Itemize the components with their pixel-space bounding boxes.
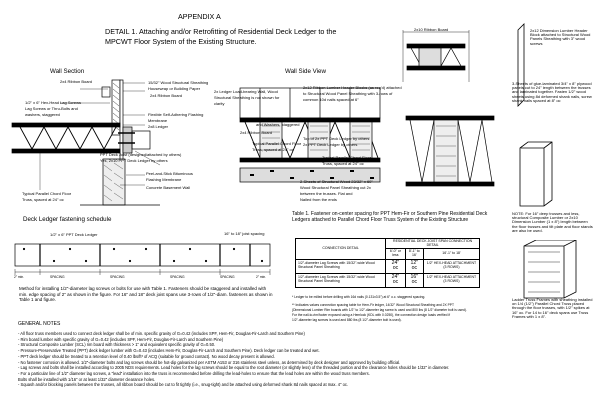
table-row1-val1: 24" oc (386, 259, 405, 273)
wall-section-drawing (0, 75, 240, 225)
table-span-col-2: 8'-1" to 16' (405, 249, 423, 259)
table-row (296, 273, 480, 287)
wsv-label-3: clarity (214, 101, 225, 106)
ws-label-7: washers, staggered (25, 112, 60, 117)
ws-label-3: Housewrap or Building Paper (148, 86, 201, 91)
general-note-item: Bolts shall be installed with 1/16" or at least 1/32" diameter clearance holes. (18, 376, 156, 382)
connection-table (295, 238, 480, 288)
general-note-item: - Lag screws and bolts shall be installed according to 2005 NDS requirements. Lead holes for the lag screws should be equal to the root diameter (or slightly less) of the threaded portion and the clearance holes should be 1/32" in diameter. (18, 365, 450, 371)
ws-label-17: Truss, spaced at 24" oc (22, 197, 64, 202)
ws-label-15: Concrete Basement Wall (146, 185, 191, 190)
table-row2-detail: 1/2"-diameter Lag Screws with 15/32"-wide Wood Structural Panel Sheathing (296, 273, 386, 287)
detail-title-line1: DETAIL 1. Attaching and/or Retrofitting of Residential Deck Ledger to the (105, 27, 337, 36)
fs-top-label-1: 1/2" x 6" PPT Deck Ledger (50, 232, 98, 237)
fs-spacing-3: SPACING (110, 275, 125, 279)
wsv-label-16: 2-Sheets of Structural Wood 23/32" x 60" (300, 179, 373, 184)
table-row1-detail: 1/2"-diameter Lag Screws with 15/32"-wide Wood Structural Panel Sheathing (296, 259, 386, 273)
table1-footnote-5: 1/2"-diameter lag screws is used and 880 lbs (8 1/2"-diameter bolt is used). (292, 318, 402, 322)
ladder-frame-drawing (520, 240, 580, 302)
wsv-label-4: 2x12 Ribbon Lumber Header Blocks (as req'd) attached (303, 85, 402, 90)
fastening-schedule-heading: Deck Ledger fastening schedule (23, 216, 112, 223)
ws-label-2: 15/32" Wood Structural Sheathing (148, 80, 209, 85)
general-notes-heading: GENERAL NOTES (18, 321, 61, 327)
wsv-label-19: Nailed from the ends (300, 197, 337, 202)
detail-title-line2: MPCWT Floor System of the Existing Structure. (105, 37, 257, 46)
wsv-label-6: common 10d nails spaced at 6" (303, 97, 359, 102)
table-row1-val2: 12" oc (405, 259, 423, 273)
plywood-block-drawing (392, 96, 512, 216)
table-span-col-1: 6'-0" or less (386, 249, 405, 259)
composite-lumber-drawing (518, 140, 558, 210)
wsv-label-2: Structural Sheathing is not shown for (214, 95, 280, 100)
wsv-label-10: Typical Parallel Chord Floor (252, 141, 302, 146)
ws-label-12: Yes, 2x10 PPT Deck Ledger by others (100, 158, 168, 163)
wsv-label-1: 2x Ledger Load-bearing Wall, Wood (214, 89, 278, 94)
table-row2-val2: 16" oc (405, 273, 423, 287)
fs-method-note: Method for installing 1/2"-diameter lag screws or bolts for use with Table 1. Fasteners should be staggered and installed with min. edge spacing of 2" as shown in the figure. For 16" and 18" deck joist spans use 3-rows of 1/2"-diam. fasteners as shown in Table 1 and figure. (19, 286, 273, 303)
ws-label-4: 1/2" x 6" Hex-Head Lag Screws (25, 100, 81, 105)
wsv-label-13: 2x PPT Deck Ledger by others (303, 142, 358, 147)
rc-label-4: NOTE: For 16" deep trusses and less, structural Composite Lumber or 2x10 Dimension Lumber (1 x 8") length between the floor trusses and tilt plate and floor stands are also be used. (512, 211, 593, 233)
ws-label-16: Typical Parallel Chord Floor (22, 191, 72, 196)
appendix-title: APPENDIX A (178, 12, 221, 21)
wall-section-heading: Wall Section (50, 68, 85, 75)
rc-label-5: Ladder Truss Frames with sheathing installed on 1/4 (1/2") Parallel Chord Truss placed through the floor trusses, with 1/2" spikes at 16" oc. For 14 to 16" deck spans use Truss Frames with 1 x 8". (512, 297, 593, 319)
general-note-item: - All floor truss members used to connect deck ledger shall be of min. specific gravity of G=0.42 (includes SPF, Hem-Fir, Douglas-Fir-Larch and Southern Pine) (18, 331, 305, 336)
table-header-row (296, 239, 480, 249)
ws-label-8: Flexible Self-Adhering Flashing (148, 112, 204, 117)
table1-footnote-1: * Ledger to be milled before drilling with 16d nails (0.131x3.5") at 6" o.c. staggered spacing. (292, 295, 426, 299)
wsv-label-7: 1/2" x 6" Hex-Head Lag Screws or Thru-Bolts (256, 116, 337, 121)
fs-spacing-1: 2" min. (14, 275, 25, 279)
table1-footnote-4: For the nail-to-rim/footer exposed using a Hemlock (KDL with 0.0250), the connection design loads verified if (292, 313, 451, 317)
fs-spacing-4: SPACING (170, 275, 185, 279)
ledger-fastening-drawing (10, 238, 275, 280)
table-header-detail: CONNECTION DETAIL (296, 239, 386, 260)
general-note-item: - PPT deck ledger should be treated to a retention level of 0.40 lbs/ft³ of ACQ (suitable for ground contact). No wood decay present is allowed. (18, 353, 275, 359)
table-span-col-3: 16'-1" to 18' (423, 249, 479, 259)
ws-label-10: 2x8 Ledger (148, 124, 169, 129)
ws-label-9: Membrane (148, 118, 168, 123)
fs-spacing-6: 2" min. (256, 275, 267, 279)
ws-label-13: Peel-and-Stick Bituminous (146, 171, 193, 176)
fs-spacing-2: SPACING (50, 275, 65, 279)
general-note-item: - Squash and/or blocking panels between the trusses, all ribbon board should be cut to fit tightly (i.e., snug-tight) and be attached using deformed shank 8d nails spaced at max. 4" oc. (18, 382, 349, 388)
general-note-item: - No fastener corrosion is allowed. 1/2"-diameter bolts and lag screws should be hot-dip galvanized per ASTM A153 or 316 stainless steel unless, as determined by deck designer and approved by building official. (18, 359, 401, 365)
general-note-item: - For a particular line of 1/2" diameter lag screws, a "lead" installation into the truss is recommended before drilling the lead-holes to ensure that the lead holes are within the wood truss members. (18, 370, 370, 376)
ws-label-6: Lag Screws or Thru-Bolts and (25, 106, 78, 111)
header-block-drawing (393, 22, 503, 92)
table1-caption: Table 1. Fastener on-center spacing for PPT Hem-Fir or Southern Pine Residential Deck Ledgers attached to Parallel Chord Floor Truss System of the Existing Structure (292, 211, 488, 223)
wsv-label-18: between the trusses. Flat and (300, 191, 353, 196)
table1-footnote-3: (Dimensional Lumber Rim boards with 1/2" to 1/2"-diameter lag screw is used and 800 lbs (8 1/2" diameter bolt is used). (292, 308, 467, 312)
table-row2-val3: 1/2" HEX-HEAD ATTACHMENT (3 ROWS) (423, 273, 479, 287)
ws-label-14: Flashing Membrane (146, 177, 182, 182)
wsv-label-11: Truss, spaced at 24" oc (252, 147, 294, 152)
wall-side-view-heading: Wall Side View (285, 68, 326, 75)
wsv-label-17: Wood Structural Panel Sheathing cut 2x (300, 185, 371, 190)
wsv-label-15: Truss, spaced at 24" oc (322, 161, 364, 166)
wsv-label-8: and Washers, staggered (256, 122, 300, 127)
fs-spacing-5: SPACING (220, 275, 235, 279)
table1-footnote-2: ** Indicates values connection spacing table for Hem-Fir ledger, 14/32" Wood Structural Sheathing and 2X PPT (292, 303, 455, 307)
table-row2-val1: 24" oc (386, 273, 405, 287)
general-note-item: - Pressure-Preservative Treated (PPT) deck ledger lumber with G=0.43 (includes Hem-Fir, Douglas-Fir-Larch and Southern Pine). Deck ledger can be treated and wet. (18, 348, 320, 354)
ws-label-1: 2x4 Ribbon Board (60, 79, 93, 84)
ws-label-11: PPT Deck Joist (designed/attached by others) (100, 152, 182, 157)
wsv-label-14: Typical Parallel Chord Floor (322, 155, 372, 160)
fs-top-label-2: 16" to 18" joist spacing (224, 231, 265, 236)
general-notes-list (18, 331, 583, 388)
rc-label-3: 3-Sheets of glue-laminated 3/4" x 8" plywood panels cut to 24" length between the trusses and laminated together. Fasten 1/2" wood sheets using 8d deformed shank nails, screw shank nails spaced at 8" oc (512, 81, 592, 103)
table-header-span: RESIDENTIAL DECK JOIST SPAN CONNECTION DETAIL (386, 239, 480, 249)
table-row (296, 259, 480, 273)
ws-label-5: 2x4 Ribbon Board (150, 93, 183, 98)
wsv-label-5: to Structural Wood Panel Sheathing with 3-rows of (303, 91, 393, 96)
wsv-label-12: Top of 2x PPT Deck Ledger by others (303, 136, 370, 141)
rc-label-2: 2x12 Dimension Lumber Header Block attached to Structural Wood Panels Sheathing with 3" wood screws (530, 28, 591, 46)
wsv-label-9: 2x4 Ribbon Board (240, 130, 273, 135)
rc-label-1: 2x10 Ribbon Board (414, 27, 449, 32)
table-row1-val3: 1/2" HEX-HEAD ATTACHMENT (3 ROWS) (423, 259, 479, 273)
general-note-item: - Structural Composite Lumber (SCL) rim board with thickness > 1" and equivalent specific gravity of G=0.50. (18, 342, 216, 348)
general-note-item: - Rim board lumber with specific gravity of G=0.42 (includes SPF, Hem-Fir, Douglas-Fir-Larch and Southern Pine) (18, 336, 224, 342)
